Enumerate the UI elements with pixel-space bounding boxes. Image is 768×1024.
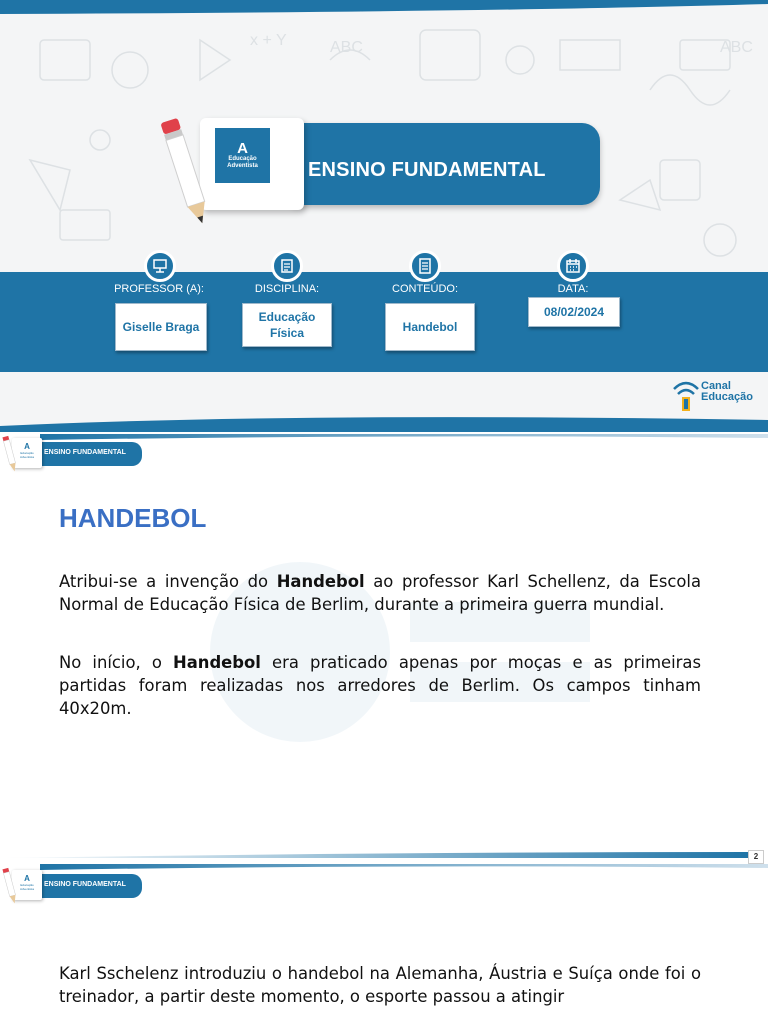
paragraph-2-bold: Handebol xyxy=(173,653,261,672)
content-slide-1 xyxy=(0,432,768,864)
mini-title: ENSINO FUNDAMENTAL xyxy=(44,449,126,456)
slide-3-mini-title: ENSINO FUNDAMENTAL xyxy=(44,881,126,888)
section-heading: HANDEBOL xyxy=(59,503,207,533)
data-label: DATA: xyxy=(557,283,589,295)
mini-logo xyxy=(16,440,38,462)
top-swoosh xyxy=(0,0,768,14)
calendar-icon xyxy=(557,250,589,282)
page-number: 2 xyxy=(748,850,764,864)
svg-text:x + Y: x + Y xyxy=(250,32,287,49)
mini-logo-line-1: Educação xyxy=(20,451,34,455)
paragraph-2 xyxy=(59,651,701,720)
conteudo-label: CONTEÚDO: xyxy=(392,283,458,295)
paragraph-2-end: era praticado apenas por moças e as primeiras partidas foram realizadas nos arredores de Berlim. Os campos tinham 40x20m. xyxy=(59,653,701,718)
footer-gradient-line xyxy=(0,852,748,858)
mini-pencil-icon xyxy=(2,434,18,474)
paragraph-1-end: ao professor Karl Schellenz, da Escola Normal de Educação Física de Berlim, durante a primeira guerra mundial. xyxy=(59,572,702,614)
cover-title: ENSINO FUNDAMENTAL xyxy=(308,159,546,181)
educacao-word: Educação xyxy=(701,391,753,403)
mini-logo-line-2: Adventista xyxy=(19,455,34,459)
mini-logo-mark: A xyxy=(24,442,30,451)
slide-header xyxy=(0,432,768,472)
slide-3-mini-logo-line-2: Adventista xyxy=(19,887,34,891)
slide-3-mini-logo-line-1: Educação xyxy=(20,883,34,887)
disciplina-label: DISCIPLINA: xyxy=(254,283,320,295)
paragraph-1 xyxy=(59,570,701,616)
data-value: 08/02/2024 xyxy=(528,297,620,327)
slide-3-header xyxy=(0,864,768,904)
educacao-adventista-logo xyxy=(215,128,270,183)
wifi-icon xyxy=(668,375,704,415)
slide-3-header-gradient-line xyxy=(40,864,768,870)
slide-3-mini-title-banner xyxy=(40,874,142,898)
slide-3-mini-logo-mark: A xyxy=(24,874,30,883)
logo-line-2: Adventista xyxy=(227,163,258,169)
canal-word: Canal xyxy=(701,380,731,392)
slide-3-mini-logo xyxy=(16,872,38,894)
bottom-swoosh xyxy=(0,414,768,432)
svg-text:ABC: ABC xyxy=(720,39,753,56)
disciplina-value: Educação Física xyxy=(242,303,332,347)
logo-line-1: Educação xyxy=(228,156,257,162)
presenter-icon xyxy=(144,250,176,282)
cover-slide xyxy=(0,0,768,432)
mini-title-banner xyxy=(40,442,142,466)
logo-mark: A xyxy=(237,140,248,157)
professor-value: Giselle Braga xyxy=(115,303,207,351)
conteudo-value: Handebol xyxy=(385,303,475,351)
document-icon xyxy=(409,250,441,282)
slide-3-paragraph: Karl Sschelenz introduziu o handebol na Alemanha, Áustria e Suíça onde foi o treinador, a partir deste momento, o esporte passou a atingir xyxy=(59,964,701,1006)
clipboard-icon xyxy=(271,250,303,282)
professor-label: PROFESSOR (A): xyxy=(114,283,204,295)
canal-educacao-text xyxy=(701,381,753,403)
header-gradient-line xyxy=(40,434,768,440)
paragraph-2-start: No início, o xyxy=(59,653,173,672)
paragraph-1-bold: Handebol xyxy=(276,572,365,591)
svg-text:ABC: ABC xyxy=(330,39,363,56)
pencil-icon xyxy=(160,110,210,232)
slide-3-mini-pencil-icon xyxy=(2,866,18,906)
paragraph-1-start: Atribui-se a invenção do xyxy=(59,572,277,591)
content-slide-2 xyxy=(0,864,768,1024)
title-banner xyxy=(290,123,600,205)
